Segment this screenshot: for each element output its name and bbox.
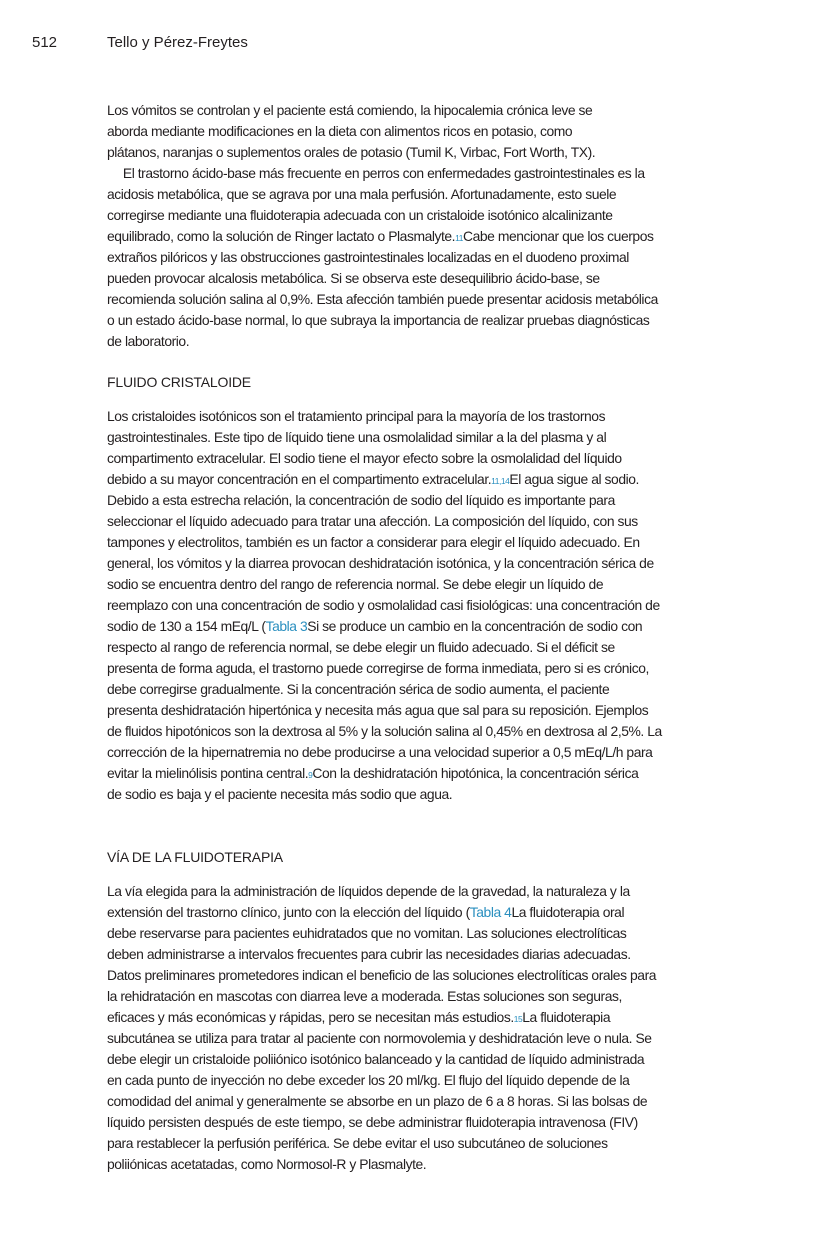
text-segment: Los vómitos se controlan y el paciente está comiendo, la hipocalemia crónica leve se (107, 102, 593, 118)
text-line (107, 511, 762, 532)
text-segment: Los cristaloides isotónicos son el tratamiento principal para la mayoría de los trastornos (107, 408, 606, 424)
text-line (107, 268, 762, 289)
text-line (107, 637, 762, 658)
text-line (107, 1091, 762, 1112)
section-fluido-cristaloide (107, 372, 767, 805)
text-segment: para restablecer la perfusión periférica. Se debe evitar el uso subcutáneo de soluciones (107, 1135, 608, 1151)
text-segment: debido a su mayor concentración en el compartimento extracelular. (107, 471, 492, 487)
section-intro (107, 100, 767, 352)
text-line (107, 247, 762, 268)
text-line (107, 205, 762, 226)
text-segment: El agua sigue al sodio. (509, 471, 639, 487)
text-segment: comodidad del animal y generalmente se absorbe en un plazo de 6 a 8 horas. Si las bolsas de (107, 1093, 648, 1109)
text-line (107, 902, 762, 923)
text-segment: de sodio es baja y el paciente necesita más sodio que agua. (107, 786, 453, 802)
text-segment: Cabe mencionar que los cuerpos (462, 228, 654, 244)
text-line (107, 448, 762, 469)
text-line (107, 965, 762, 986)
text-line (107, 310, 762, 331)
text-line (107, 763, 762, 784)
citation-link[interactable]: 9 (308, 770, 313, 780)
text-line (107, 1133, 762, 1154)
text-segment: debe corregirse gradualmente. Si la concentración sérica de sodio aumenta, el paciente (107, 681, 610, 697)
paragraph (107, 163, 767, 352)
text-line (107, 142, 762, 163)
text-segment: debe elegir un cristaloide poliiónico isotónico balanceado y la cantidad de líquido administrada (107, 1051, 645, 1067)
text-line (107, 469, 762, 490)
text-segment: eficaces y más económicas y rápidas, pero se necesitan más estudios. (107, 1009, 514, 1025)
section-heading: VÍA DE LA FLUIDOTERAPIA (107, 849, 283, 865)
text-segment: respecto al rango de referencia normal, se debe elegir un fluido adecuado. Si el déficit se (107, 639, 615, 655)
text-line (107, 616, 762, 637)
text-segment: corregirse mediante una fluidoterapia adecuada con un cristaloide isotónico alcalinizante (107, 207, 613, 223)
text-line (107, 944, 762, 965)
citation-link[interactable]: 11 (455, 233, 463, 243)
text-segment: pueden provocar alcalosis metabólica. Si se observa este desequilibrio ácido-base, se (107, 270, 600, 286)
text-line (107, 490, 762, 511)
paragraph (107, 881, 767, 1175)
text-segment: líquido persisten después de este tiempo, se debe administrar fluidoterapia intravenosa (FIV) (107, 1114, 638, 1130)
text-segment: recomienda solución salina al 0,9%. Esta afección también puede presentar acidosis metabólica (107, 291, 658, 307)
text-line (107, 1028, 762, 1049)
paragraph (107, 100, 767, 163)
text-segment: compartimento extracelular. El sodio tiene el mayor efecto sobre la osmolalidad del líquido (107, 450, 622, 466)
text-segment: sodio se encuentra dentro del rango de referencia normal. Se debe elegir un líquido de (107, 576, 604, 592)
citation-link[interactable]: 15 (513, 1014, 523, 1024)
text-segment: La vía elegida para la administración de líquidos depende de la gravedad, la naturaleza y la (107, 883, 630, 899)
text-segment: general, los vómitos y la diarrea provocan deshidratación isotónica, y la concentración sérica de (107, 555, 654, 571)
text-segment: subcutánea se utiliza para tratar al paciente con normovolemia y deshidratación leve o nula. Se (107, 1030, 652, 1046)
text-line (107, 1070, 762, 1091)
text-line (107, 986, 762, 1007)
text-line (107, 100, 762, 121)
text-segment: corrección de la hipernatremia no debe producirse a una velocidad superior a 0,5 mEq/L/h para (107, 744, 653, 760)
table-link[interactable]: Tabla 4 (469, 904, 512, 920)
text-segment: presenta deshidratación hipertónica y necesita más agua que sal para su reposición. Ejemplos (107, 702, 649, 718)
text-line (107, 721, 762, 742)
text-line (107, 553, 762, 574)
text-line (107, 595, 762, 616)
text-segment: Con la deshidratación hipotónica, la concentración sérica (312, 765, 639, 781)
text-segment: acidosis metabólica, que se agrava por una mala perfusión. Afortunadamente, esto suele (107, 186, 617, 202)
table-link[interactable]: Tabla 3 (265, 618, 308, 634)
text-line (107, 406, 762, 427)
text-segment: debe reservarse para pacientes euhidratados que no vomitan. Las soluciones electrolíticas (107, 925, 627, 941)
text-segment: deben administrarse a intervalos frecuentes para cubrir las necesidades diarias adecuadas. (107, 946, 631, 962)
text-line (107, 742, 762, 763)
text-segment: presenta de forma aguda, el trastorno puede corregirse de forma inmediata, pero si es crónico, (107, 660, 649, 676)
section-via-fluidoterapia (107, 847, 767, 1175)
text-segment: La fluidoterapia (522, 1009, 611, 1025)
text-line (107, 700, 762, 721)
page-number: 512 (32, 34, 58, 51)
text-line (107, 1154, 762, 1175)
text-line (107, 1112, 762, 1133)
text-segment: seleccionar el líquido adecuado para tratar una afección. La composición del líquido, con sus (107, 513, 638, 529)
text-segment: o un estado ácido-base normal, lo que subraya la importancia de realizar pruebas diagnósticas (107, 312, 650, 328)
text-line (107, 427, 762, 448)
text-line (107, 331, 762, 352)
text-segment: Datos preliminares prometedores indican el beneficio de las soluciones electrolíticas orales para (107, 967, 657, 983)
text-segment: en cada punto de inyección no debe exceder los 20 ml/kg. El flujo del líquido depende de la (107, 1072, 630, 1088)
text-line (107, 574, 762, 595)
text-line (107, 1049, 762, 1070)
text-line (107, 121, 762, 142)
text-segment: gastrointestinales. Este tipo de líquido tiene una osmolalidad similar a la del plasma y al (107, 429, 607, 445)
text-segment: la rehidratación en mascotas con diarrea leve a moderada. Estas soluciones son seguras, (107, 988, 622, 1004)
text-line (107, 226, 762, 247)
text-line (107, 289, 762, 310)
text-line (107, 184, 762, 205)
citation-link[interactable]: 11,14 (491, 476, 510, 486)
paragraph (107, 406, 767, 805)
text-segment: Debido a esta estrecha relación, la concentración de sodio del líquido es importante para (107, 492, 615, 508)
text-line (107, 658, 762, 679)
text-segment: El trastorno ácido-base más frecuente en perros con enfermedades gastrointestinales es la (122, 165, 645, 181)
text-segment: extraños pilóricos y las obstrucciones gastrointestinales localizadas en el duodeno proximal (107, 249, 629, 265)
running-title: Tello y Pérez-Freytes (107, 34, 248, 51)
text-segment: equilibrado, como la solución de Ringer lactato o Plasmalyte. (107, 228, 456, 244)
section-heading: FLUIDO CRISTALOIDE (107, 374, 251, 390)
text-line (107, 1007, 762, 1028)
text-line (107, 532, 762, 553)
text-segment: extensión del trastorno clínico, junto con la elección del líquido ( (107, 904, 470, 920)
text-segment: aborda mediante modificaciones en la dieta con alimentos ricos en potasio, como (107, 123, 573, 139)
text-line (107, 881, 762, 902)
text-line (107, 923, 762, 944)
text-segment: evitar la mielinólisis pontina central. (107, 765, 309, 781)
text-segment: sodio de 130 a 154 mEq/L ( (107, 618, 266, 634)
text-segment: de laboratorio. (107, 333, 190, 349)
text-segment: tampones y electrolitos, también es un factor a considerar para elegir el líquido adecuado. En (107, 534, 640, 550)
text-line (107, 784, 762, 805)
text-segment: Si se produce un cambio en la concentración de sodio con (307, 618, 643, 634)
text-segment: plátanos, naranjas o suplementos orales de potasio (Tumil K, Virbac, Fort Worth, TX). (107, 144, 596, 160)
text-line (107, 163, 762, 184)
text-line (107, 679, 762, 700)
text-segment: poliiónicas acetatadas, como Normosol-R y Plasmalyte. (107, 1156, 427, 1172)
text-segment: La fluidoterapia oral (511, 904, 625, 920)
text-segment: de fluidos hipotónicos son la dextrosa al 5% y la solución salina al 0,45% en dextrosa al 2,5%. La (107, 723, 662, 739)
text-segment: reemplazo con una concentración de sodio y osmolalidad casi fisiológicas: una concentración de (107, 597, 660, 613)
